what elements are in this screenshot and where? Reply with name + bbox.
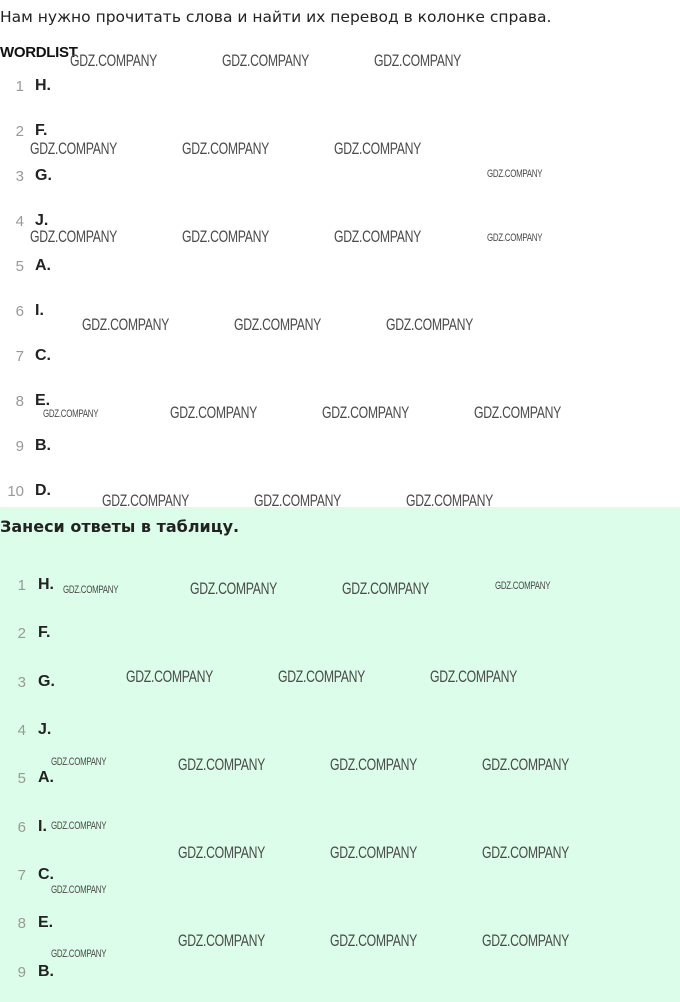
watermark: GDZ.COMPANY: [474, 403, 562, 422]
watermark: GDZ.COMPANY: [234, 315, 322, 334]
answer-section: [0, 507, 680, 1002]
watermark: GDZ.COMPANY: [374, 51, 462, 70]
row-number: 5: [17, 770, 26, 787]
row-number: 1: [15, 78, 24, 95]
row-letter: C.: [35, 347, 51, 364]
watermark: GDZ.COMPANY: [182, 139, 270, 158]
row-letter: I.: [35, 302, 44, 319]
row-letter: H.: [38, 576, 54, 593]
row-number: 1: [17, 577, 26, 594]
row-number: 4: [17, 722, 26, 739]
row-letter: A.: [35, 257, 51, 274]
row-number: 3: [15, 168, 24, 185]
row-letter: A.: [38, 769, 54, 786]
instruction-text: Нам нужно прочитать слова и найти их перевод в колонке справа.: [0, 8, 552, 26]
watermark: GDZ.COMPANY: [386, 315, 474, 334]
watermark: GDZ.COMPANY: [178, 843, 266, 862]
row-letter: E.: [38, 914, 54, 931]
watermark: GDZ.COMPANY: [51, 756, 107, 768]
watermark: GDZ.COMPANY: [178, 931, 266, 950]
row-letter: C.: [38, 866, 54, 883]
row-letter: F.: [38, 624, 51, 641]
row-number: 5: [15, 258, 24, 275]
answer-title: Занеси ответы в таблицу.: [0, 517, 240, 536]
watermark: GDZ.COMPANY: [102, 491, 190, 510]
watermark: GDZ.COMPANY: [487, 232, 543, 244]
watermark: GDZ.COMPANY: [51, 948, 107, 960]
watermark: GDZ.COMPANY: [482, 755, 570, 774]
watermark: GDZ.COMPANY: [334, 227, 422, 246]
watermark: GDZ.COMPANY: [430, 667, 518, 686]
row-letter: I.: [38, 818, 47, 835]
row-number: 8: [15, 393, 24, 410]
row-letter: G.: [35, 167, 52, 184]
watermark: GDZ.COMPANY: [182, 227, 270, 246]
row-letter: F.: [35, 122, 48, 139]
watermark: GDZ.COMPANY: [82, 315, 170, 334]
watermark: GDZ.COMPANY: [178, 755, 266, 774]
row-number: 2: [17, 625, 26, 642]
row-number: 6: [17, 819, 26, 836]
row-letter: B.: [38, 963, 54, 980]
watermark: GDZ.COMPANY: [254, 491, 342, 510]
row-letter: E.: [35, 392, 51, 409]
watermark: GDZ.COMPANY: [51, 820, 107, 832]
watermark: GDZ.COMPANY: [495, 580, 551, 592]
watermark: GDZ.COMPANY: [170, 403, 258, 422]
watermark: GDZ.COMPANY: [222, 51, 310, 70]
watermark: GDZ.COMPANY: [330, 931, 418, 950]
watermark: GDZ.COMPANY: [30, 227, 118, 246]
watermark: GDZ.COMPANY: [330, 843, 418, 862]
watermark: GDZ.COMPANY: [70, 51, 158, 70]
wordlist-title: WORDLIST: [0, 44, 78, 61]
row-number: 7: [17, 867, 26, 884]
row-number: 8: [17, 915, 26, 932]
row-letter: H.: [35, 77, 51, 94]
watermark: GDZ.COMPANY: [126, 667, 214, 686]
row-letter: D.: [35, 482, 51, 499]
row-number: 2: [15, 123, 24, 140]
row-number: 6: [15, 303, 24, 320]
watermark: GDZ.COMPANY: [330, 755, 418, 774]
watermark: GDZ.COMPANY: [322, 403, 410, 422]
row-number: 3: [17, 674, 26, 691]
watermark: GDZ.COMPANY: [278, 667, 366, 686]
watermark: GDZ.COMPANY: [51, 884, 107, 896]
row-number: 9: [17, 964, 26, 981]
watermark: GDZ.COMPANY: [190, 579, 278, 598]
watermark: GDZ.COMPANY: [43, 408, 99, 420]
row-number: 9: [15, 438, 24, 455]
watermark: GDZ.COMPANY: [334, 139, 422, 158]
row-number: 4: [15, 213, 24, 230]
watermark: GDZ.COMPANY: [482, 931, 570, 950]
watermark: GDZ.COMPANY: [482, 843, 570, 862]
watermark: GDZ.COMPANY: [63, 584, 119, 596]
watermark: GDZ.COMPANY: [406, 491, 494, 510]
row-letter: J.: [35, 212, 49, 229]
watermark: GDZ.COMPANY: [342, 579, 430, 598]
watermark: GDZ.COMPANY: [487, 168, 543, 180]
watermark: GDZ.COMPANY: [30, 139, 118, 158]
row-number: 10: [7, 483, 24, 500]
row-number: 7: [15, 348, 24, 365]
row-letter: J.: [38, 721, 52, 738]
row-letter: G.: [38, 673, 55, 690]
row-letter: B.: [35, 437, 51, 454]
